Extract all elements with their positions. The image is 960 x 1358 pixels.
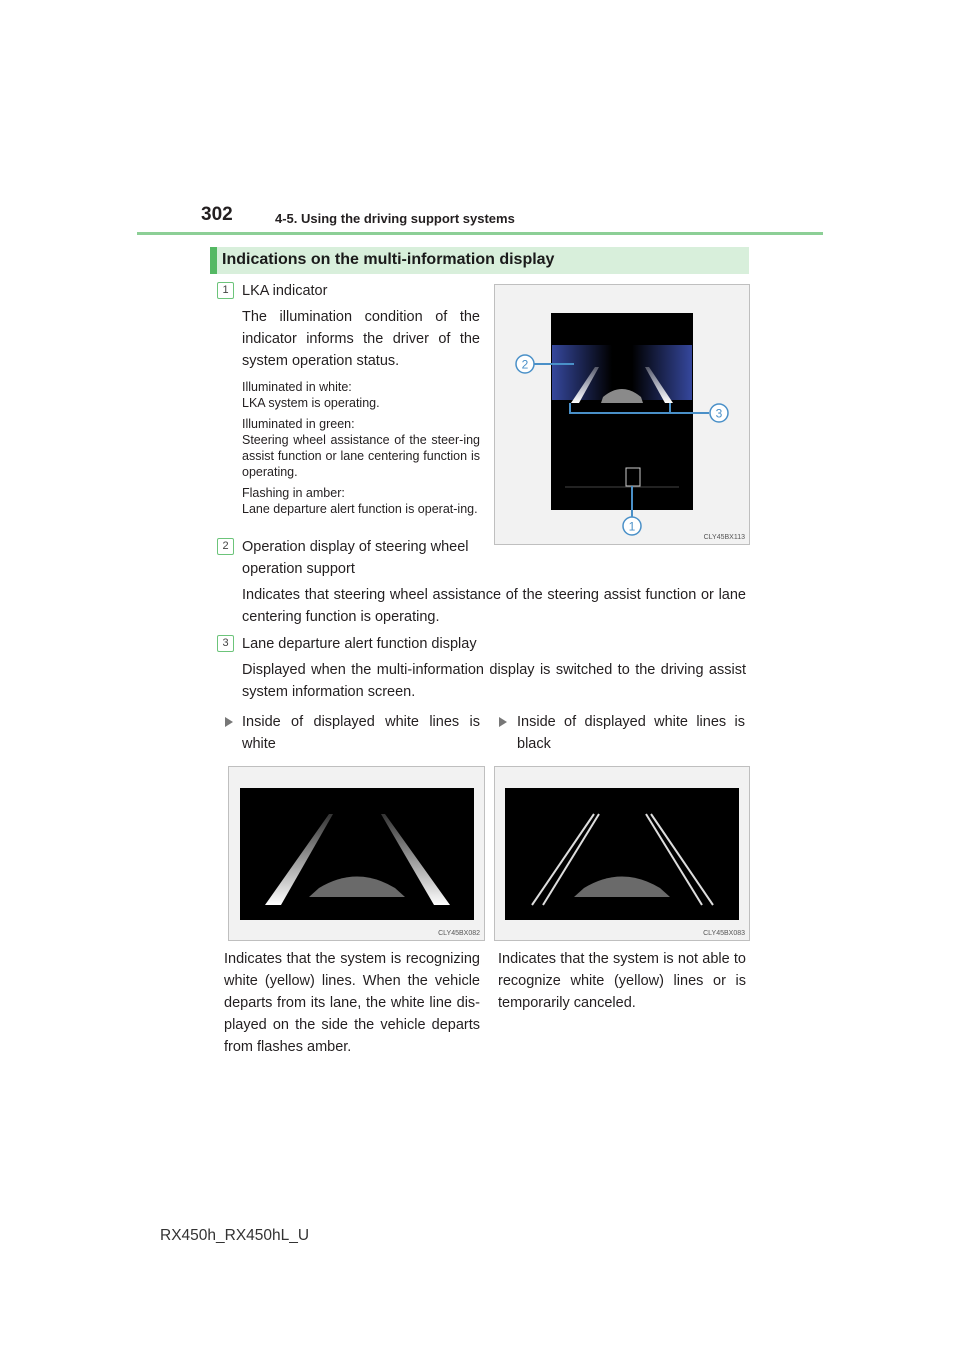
state-white [242,379,480,411]
banner-accent-bar [210,247,217,274]
callout-number-3: 3 [715,406,723,421]
page-number: 302 [201,204,233,225]
callout-number-1: 1 [628,519,636,534]
display-screen [551,313,693,510]
banner-title: Indications on the multi-information display [222,251,555,268]
callout-number-2: 2 [521,357,529,372]
display-screen [505,788,739,920]
item-heading-lka-indicator: LKA indicator [242,283,328,299]
lines-black-illustration [495,767,749,940]
section-banner [210,247,749,274]
figure-caption: CLY45BX113 [703,534,745,541]
state-label: Illuminated in white: [242,380,352,394]
state-desc: LKA system is operating. [242,396,380,410]
bullet-triangle-icon [225,717,233,727]
item-badge-1: 1 [217,282,234,299]
figure-lines-white [228,766,485,941]
state-amber [242,485,480,517]
state-green [242,416,480,480]
header-rule [137,232,823,235]
item-body-lane-departure: Displayed when the multi-information display is switched to the driving assist system information screen. [242,662,746,700]
desc-black-inside: Indicates that the system is not able to recognize white (yellow) lines or is temporarily canceled. [498,951,746,1011]
footer-model: RX450h_RX450hL_U [160,1227,310,1244]
display-illustration [495,285,749,544]
bullet-triangle-icon [499,717,507,727]
figure-multi-info-display [494,284,750,545]
figure-caption: CLY45BX082 [438,930,480,937]
bullet-white-inside: Inside of displayed white lines is white [242,714,480,752]
lines-white-illustration [229,767,484,940]
figure-lines-black [494,766,750,941]
state-label: Illuminated in green: [242,417,355,431]
state-desc: Steering wheel assistance of the steer-ing assist function or lane centering function is operating. [242,433,480,479]
bullet-black-inside: Inside of displayed white lines is black [517,714,745,752]
item-body-steering-support: Indicates that steering wheel assistance of the steering assist function or lane centering function is operating. [242,587,746,625]
state-label: Flashing in amber: [242,486,345,500]
state-desc: Lane departure alert function is operat-ing. [242,502,478,516]
desc-white-inside: Indicates that the system is recognizing white (yellow) lines. When the vehicle departs from its lane, the white line dis-played on the side the vehicle departs from flashes amber. [224,951,480,1055]
figure-caption: CLY45BX083 [703,930,745,937]
item-heading-steering-support: Operation display of steering wheel operation support [242,539,469,577]
section-title: 4-5. Using the driving support systems [275,211,515,226]
item-body-lka-indicator: The illumination condition of the indicator informs the driver of the system operation status. [242,309,480,369]
item-badge-2: 2 [217,538,234,555]
item-heading-lane-departure: Lane departure alert function display [242,636,477,652]
item-badge-3: 3 [217,635,234,652]
